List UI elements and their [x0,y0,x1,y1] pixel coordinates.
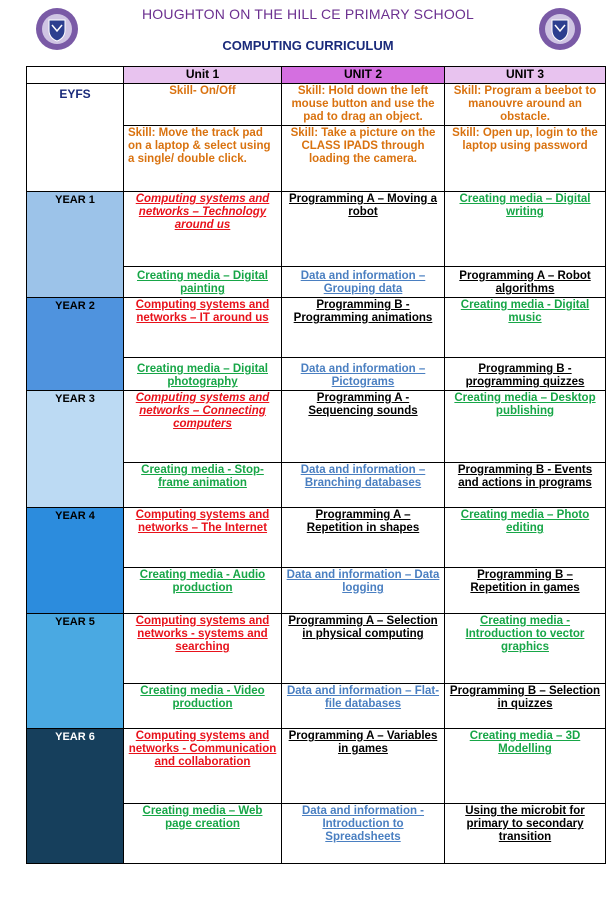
year-label: YEAR 5 [27,614,124,729]
year-label: YEAR 4 [27,508,124,614]
unit-cell[interactable]: Computing systems and networks – IT around us [124,298,282,358]
table-row [27,391,606,463]
year-label: YEAR 1 [27,192,124,298]
table-row [27,508,606,568]
unit-cell[interactable]: Programming A – Selection in physical computing [282,614,445,684]
unit-cell[interactable]: Programming A – Repetition in shapes [282,508,445,568]
table-row [27,298,606,358]
unit-cell[interactable]: Programming A - Sequencing sounds [282,391,445,463]
unit-cell[interactable]: Data and information – Grouping data [282,267,445,298]
unit-cell[interactable]: Programming B – Selection in quizzes [445,684,606,729]
unit-header: UNIT 3 [445,67,606,84]
unit-cell[interactable]: Computing systems and networks – The Internet [124,508,282,568]
year-label: YEAR 2 [27,298,124,391]
unit-cell[interactable]: Data and information - Introduction to Spreadsheets [282,804,445,864]
unit-cell[interactable]: Programming A – Robot algorithms [445,267,606,298]
year-label: YEAR 3 [27,391,124,508]
skill-cell: Skill: Move the track pad on a laptop & select using a single/ double click. [124,126,282,192]
skill-cell: Skill: Open up, login to the laptop using password [445,126,606,192]
unit-cell[interactable]: Programming B - programming quizzes [445,358,606,391]
year-label: YEAR 6 [27,729,124,864]
skill-cell: Skill: Hold down the left mouse button and use the pad to drag an object. [282,84,445,126]
unit-cell[interactable]: Creating media - Video production [124,684,282,729]
year-label: EYFS [27,84,124,192]
unit-header: UNIT 2 [282,67,445,84]
unit-header: Unit 1 [124,67,282,84]
page-title: COMPUTING CURRICULUM [222,38,394,53]
unit-cell[interactable]: Programming B - Events and actions in programs [445,463,606,508]
unit-cell[interactable]: Data and information – Data logging [282,568,445,614]
unit-cell[interactable]: Creating media – Digital painting [124,267,282,298]
unit-cell[interactable]: Using the microbit for primary to secondary transition [445,804,606,864]
unit-cell[interactable]: Creating media - Stop-frame animation [124,463,282,508]
unit-cell[interactable]: Programming B – Repetition in games [445,568,606,614]
unit-cell[interactable]: Programming A – Moving a robot [282,192,445,267]
unit-cell[interactable]: Creating media - Introduction to vector graphics [445,614,606,684]
unit-cell[interactable]: Data and information – Pictograms [282,358,445,391]
unit-cell[interactable]: Creating media – Digital photography [124,358,282,391]
unit-cell[interactable]: Programming A – Variables in games [282,729,445,804]
unit-cell[interactable]: Computing systems and networks - Communication and collaboration [124,729,282,804]
table-row [27,729,606,804]
unit-cell[interactable]: Creating media - Digital music [445,298,606,358]
table-row [27,192,606,267]
unit-cell[interactable]: Computing systems and networks – Connecting computers [124,391,282,463]
unit-cell[interactable]: Creating media – Web page creation [124,804,282,864]
unit-cell[interactable]: Data and information – Flat-file databases [282,684,445,729]
curriculum-table [26,66,606,864]
table-row [27,614,606,684]
unit-cell[interactable]: Computing systems and networks – Technology around us [124,192,282,267]
unit-cell[interactable]: Creating media – Digital writing [445,192,606,267]
unit-cell[interactable]: Data and information – Branching databases [282,463,445,508]
unit-cell[interactable]: Computing systems and networks - systems and searching [124,614,282,684]
unit-cell[interactable]: Creating media – Desktop publishing [445,391,606,463]
unit-cell[interactable]: Creating media – 3D Modelling [445,729,606,804]
corner-cell [27,67,124,84]
unit-cell[interactable]: Programming B - Programming animations [282,298,445,358]
header-row [27,67,606,84]
unit-cell[interactable]: Creating media – Photo editing [445,508,606,568]
table-row [27,84,606,126]
unit-cell[interactable]: Creating media - Audio production [124,568,282,614]
skill-cell: Skill: Take a picture on the CLASS IPADS through loading the camera. [282,126,445,192]
skill-cell: Skill- On/Off [124,84,282,126]
school-name: HOUGHTON ON THE HILL CE PRIMARY SCHOOL [142,6,474,22]
skill-cell: Skill: Program a beebot to manouvre around an obstacle. [445,84,606,126]
